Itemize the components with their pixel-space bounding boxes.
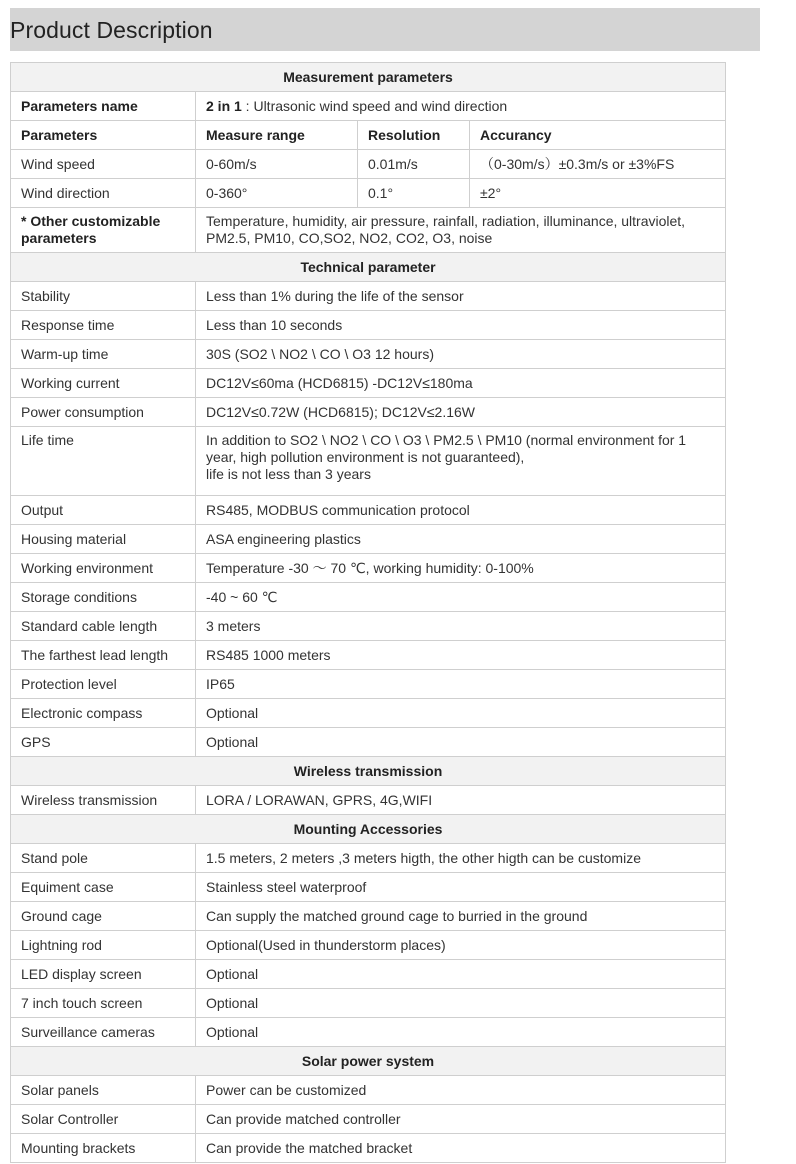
params-name-rest: : Ultrasonic wind speed and wind direction <box>241 97 508 114</box>
row-value <box>196 427 726 496</box>
row-label: Response time <box>11 311 196 340</box>
table-row <box>11 496 726 525</box>
table-row <box>11 989 726 1018</box>
row-label: Ground cage <box>11 902 196 931</box>
row-label: Solar panels <box>11 1076 196 1105</box>
table-row <box>11 1018 726 1047</box>
row-value: DC12V≤0.72W (HCD6815); DC12V≤2.16W <box>196 398 726 427</box>
row-label: Housing material <box>11 525 196 554</box>
column-header: Resolution <box>358 121 470 150</box>
table-cell: 0-360° <box>196 179 358 208</box>
table-row <box>11 1105 726 1134</box>
section-title: Wireless transmission <box>11 757 726 786</box>
row-value: Less than 10 seconds <box>196 311 726 340</box>
row-label: Wind direction <box>11 179 196 208</box>
section-row <box>11 253 726 282</box>
row-value: Optional <box>196 728 726 757</box>
spec-table-body <box>11 63 726 1163</box>
row-value: Can supply the matched ground cage to burried in the ground <box>196 902 726 931</box>
table-row <box>11 554 726 583</box>
row-value: Less than 1% during the life of the sensor <box>196 282 726 311</box>
row-value: Temperature -30 ～ 70 ℃, working humidity: 0-100% <box>196 554 726 583</box>
row-label: Standard cable length <box>11 612 196 641</box>
row-label: Working current <box>11 369 196 398</box>
row-label: Wind speed <box>11 150 196 179</box>
row-value: LORA / LORAWAN, GPRS, 4G,WIFI <box>196 786 726 815</box>
table-row <box>11 369 726 398</box>
table-row <box>11 525 726 554</box>
row-value: Optional <box>196 699 726 728</box>
row-value: Temperature, humidity, air pressure, rainfall, radiation, illuminance, ultraviolet, PM2.5, PM10, CO,SO2, NO2, CO2, O3, noise <box>196 208 726 253</box>
section-title: Technical parameter <box>11 253 726 282</box>
row-value: Optional <box>196 960 726 989</box>
row-label: Wireless transmission <box>11 786 196 815</box>
table-row <box>11 931 726 960</box>
row-label: Lightning rod <box>11 931 196 960</box>
table-row <box>11 670 726 699</box>
row-value: Stainless steel waterproof <box>196 873 726 902</box>
table-row <box>11 311 726 340</box>
column-header: Accurancy <box>470 121 726 150</box>
row-label: The farthest lead length <box>11 641 196 670</box>
spec-table <box>10 62 726 1163</box>
table-row <box>11 179 726 208</box>
row-label: Surveillance cameras <box>11 1018 196 1047</box>
section-title: Solar power system <box>11 1047 726 1076</box>
row-value: 1.5 meters, 2 meters ,3 meters higth, the other higth can be customize <box>196 844 726 873</box>
row-label: Power consumption <box>11 398 196 427</box>
table-cell: 0-60m/s <box>196 150 358 179</box>
page-header <box>10 8 760 51</box>
row-label: Storage conditions <box>11 583 196 612</box>
section-row <box>11 1047 726 1076</box>
table-row <box>11 1076 726 1105</box>
column-header: Parameters <box>11 121 196 150</box>
row-value: Power can be customized <box>196 1076 726 1105</box>
section-row <box>11 63 726 92</box>
column-header-row <box>11 121 726 150</box>
table-row <box>11 583 726 612</box>
table-row <box>11 340 726 369</box>
table-cell: 0.1° <box>358 179 470 208</box>
row-value <box>196 92 726 121</box>
table-row <box>11 699 726 728</box>
row-value: DC12V≤60ma (HCD6815) -DC12V≤180ma <box>196 369 726 398</box>
table-row <box>11 641 726 670</box>
table-cell: ±2° <box>470 179 726 208</box>
table-row <box>11 208 726 253</box>
row-label: Stability <box>11 282 196 311</box>
row-label: GPS <box>11 728 196 757</box>
life-time-line: life is not less than 3 years <box>206 466 371 482</box>
row-value: RS485, MODBUS communication protocol <box>196 496 726 525</box>
row-label: Mounting brackets <box>11 1134 196 1163</box>
row-value: ASA engineering plastics <box>196 525 726 554</box>
table-cell: 0.01m/s <box>358 150 470 179</box>
params-name-bold: 2 in 1 <box>206 97 242 114</box>
row-label: 7 inch touch screen <box>11 989 196 1018</box>
row-label: Warm-up time <box>11 340 196 369</box>
table-row <box>11 902 726 931</box>
table-row <box>11 427 726 496</box>
row-value: 3 meters <box>196 612 726 641</box>
row-label: Working environment <box>11 554 196 583</box>
row-label: Output <box>11 496 196 525</box>
section-row <box>11 815 726 844</box>
table-row <box>11 150 726 179</box>
row-value: IP65 <box>196 670 726 699</box>
section-title: Mounting Accessories <box>11 815 726 844</box>
row-label: * Other customizable parameters <box>11 208 196 253</box>
table-row <box>11 92 726 121</box>
row-label: LED display screen <box>11 960 196 989</box>
row-value: Optional <box>196 989 726 1018</box>
column-header: Measure range <box>196 121 358 150</box>
row-value: Optional <box>196 1018 726 1047</box>
table-row <box>11 1134 726 1163</box>
row-value: RS485 1000 meters <box>196 641 726 670</box>
row-value: Optional(Used in thunderstorm places) <box>196 931 726 960</box>
table-row <box>11 960 726 989</box>
section-row <box>11 757 726 786</box>
row-label: Solar Controller <box>11 1105 196 1134</box>
row-label: Protection level <box>11 670 196 699</box>
table-row <box>11 728 726 757</box>
table-row <box>11 612 726 641</box>
row-value: Can provide the matched bracket <box>196 1134 726 1163</box>
row-label: Parameters name <box>11 92 196 121</box>
table-row <box>11 786 726 815</box>
table-cell: （0-30m/s）±0.3m/s or ±3%FS <box>470 150 726 179</box>
row-value: Can provide matched controller <box>196 1105 726 1134</box>
section-title-measurement: Measurement parameters <box>11 63 726 92</box>
life-time-line: In addition to SO2 \ NO2 \ CO \ O3 \ PM2.5 \ PM10 (normal environment for 1 year, high pollution environment is not guaranteed), <box>206 432 687 465</box>
row-value: 30S (SO2 \ NO2 \ CO \ O3 12 hours) <box>196 340 726 369</box>
row-label: Electronic compass <box>11 699 196 728</box>
table-row <box>11 873 726 902</box>
row-label: Stand pole <box>11 844 196 873</box>
table-row <box>11 844 726 873</box>
page-title: Product Description <box>10 17 213 43</box>
row-label: Life time <box>11 427 196 496</box>
row-value: -40 ~ 60 ℃ <box>196 583 726 612</box>
row-label: Equiment case <box>11 873 196 902</box>
table-row <box>11 398 726 427</box>
table-row <box>11 282 726 311</box>
